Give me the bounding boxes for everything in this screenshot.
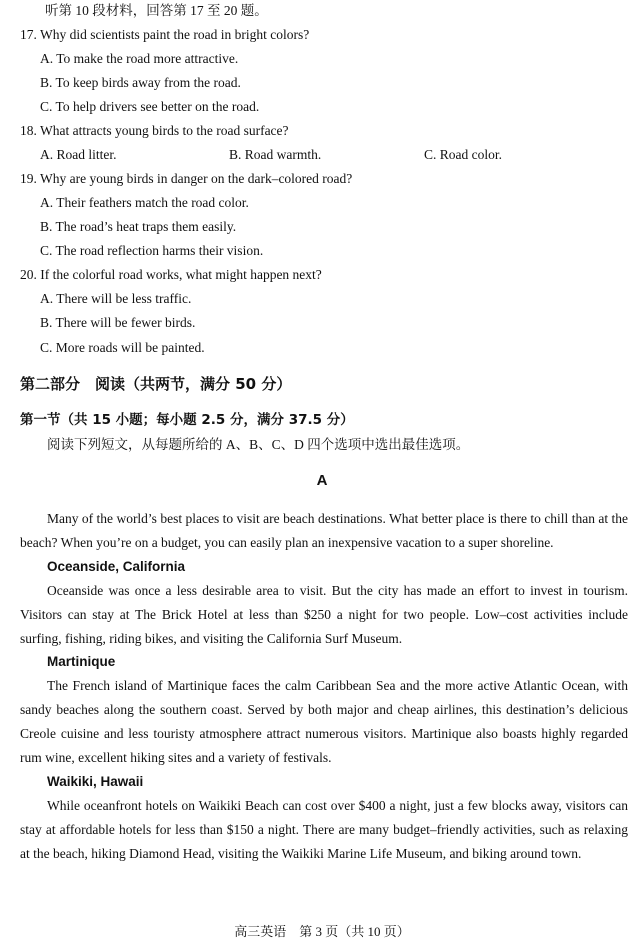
option-18a: A. Road litter. <box>40 147 117 162</box>
option-19c: C. The road reflection harms their vision. <box>40 243 264 258</box>
option-17b: B. To keep birds away from the road. <box>40 75 241 90</box>
reading-instruction: 阅读下列短文，从每题所给的 A、B、C、D 四个选项中选出最佳选项。 <box>47 437 470 452</box>
option-18c: C. Road color. <box>424 147 502 162</box>
section-one-title: 第一节（共 15 小题；每小题 2.5 分，满分 37.5 分） <box>20 412 354 428</box>
option-19a: A. Their feathers match the road color. <box>40 195 249 210</box>
passage-body <box>20 507 628 866</box>
passage-letter: A <box>316 472 328 489</box>
place-text-waikiki: While oceanfront hotels on Waikiki Beach can cost over $400 a night, just a few blocks away, visitors can stay at affordable hotels for less than $150 a night. There are many budget–friendly activities, such as relaxing at the beach, hiking Diamond Head, visiting the Waikiki Marine Life Museum, and biking around town. <box>20 797 628 861</box>
place-text-martinique: The French island of Martinique faces the calm Caribbean Sea and the more active Atlantic Ocean, with sandy beaches along the southern coast. Served by both major and cheap airlines, this destination’s delicious Creole cuisine and less touristy atmosphere attract numerous visitors. Martinique also boasts highly regarded rum wine, excellent hiking sites and a variety of festivals. <box>20 678 628 766</box>
option-19b: B. The road’s heat traps them easily. <box>40 219 237 234</box>
place-heading-oceanside: Oceanside, California <box>47 558 186 574</box>
place-heading-waikiki: Waikiki, Hawaii <box>47 773 144 789</box>
place-text-oceanside: Oceanside was once a less desirable area to visit. But the city has made an effort to invest in tourism. Visitors can stay at The Brick Hotel at less than $250 a night for two people. Low–cost activities include surfing, fishing, riding bikes, and visiting the California Surf Museum. <box>20 582 628 646</box>
place-heading-martinique: Martinique <box>47 654 116 670</box>
option-20b: B. There will be fewer birds. <box>40 315 196 330</box>
page-footer: 高三英语 第 3 页（共 10 页） <box>234 924 410 939</box>
question-17: 17. Why did scientists paint the road in bright colors? <box>20 27 310 42</box>
question-20: 20. If the colorful road works, what might happen next? <box>20 267 322 282</box>
option-20c: C. More roads will be painted. <box>40 340 205 355</box>
passage-intro: Many of the world’s best places to visit are beach destinations. What better place is there to chill than at the beach? When you’re on a budget, you can easily plan an inexpensive vacation to a super shoreline. <box>20 511 628 550</box>
option-20a: A. There will be less traffic. <box>40 291 192 306</box>
part-two-title: 第二部分 阅读（共两节，满分 50 分） <box>20 375 292 393</box>
option-18b: B. Road warmth. <box>229 147 322 162</box>
listening-instruction: 听第 10 段材料，回答第 17 至 20 题。 <box>45 3 268 18</box>
question-19: 19. Why are young birds in danger on the dark–colored road? <box>20 171 353 186</box>
option-17a: A. To make the road more attractive. <box>40 51 239 66</box>
question-18: 18. What attracts young birds to the road surface? <box>20 123 289 138</box>
option-17c: C. To help drivers see better on the road. <box>40 99 260 114</box>
